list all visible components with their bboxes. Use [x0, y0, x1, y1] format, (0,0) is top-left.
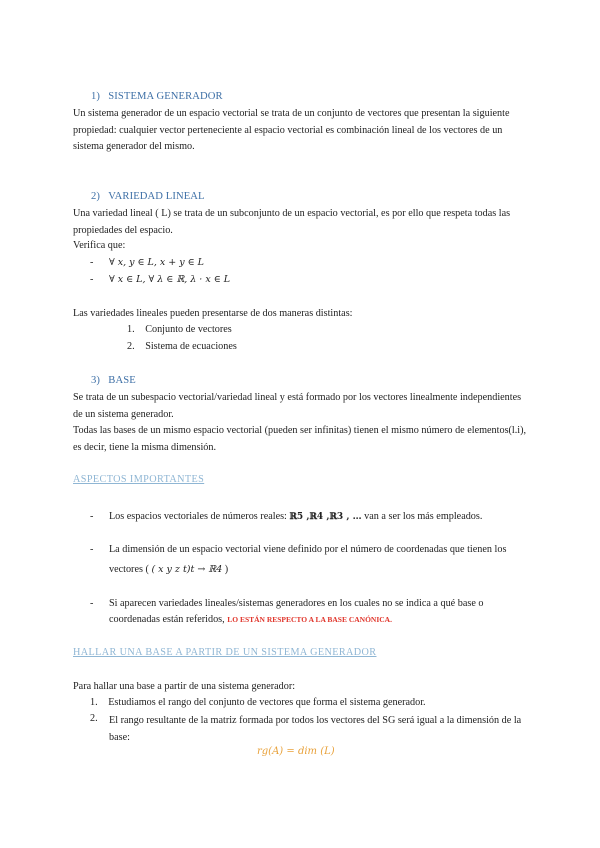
- aspectos-bullet-2-pre: vectores (: [109, 564, 149, 575]
- aspectos-bullet-2-line-2: [109, 564, 228, 575]
- section-1-number: 1): [91, 91, 101, 102]
- aspectos-bullet-2: [90, 544, 506, 555]
- aspectos-bullet-3-pre: coordenadas están referidos,: [109, 614, 225, 625]
- section-3-number: 3): [91, 375, 101, 386]
- ways-item-1-text: Conjunto de vectores: [145, 324, 232, 335]
- section-1-body: Un sistema generador de un espacio vectorial se trata de un conjunto de vectores que presentan la siguiente propiedad: cualquier vector perteneciente al espacio vectorial es combinación lineal de los vectores de un sistema generador del mismo.: [73, 108, 510, 152]
- aspectos-bullet-2-math: ( x y z t)t → ℝ4: [151, 564, 223, 575]
- condition-2-math: ∀ x ∈ L, ∀ λ ∈ ℝ, λ · x ∈ L: [108, 274, 231, 285]
- aspectos-bullet-2-line-1: La dimensión de un espacio vectorial viene definido por el número de coordenadas que tienen los: [108, 544, 507, 555]
- hallar-step-2-number: 2.: [90, 713, 98, 724]
- aspectos-bullet-1: [90, 511, 482, 522]
- aspectos-bullet-1-post: van a ser los más empleados.: [364, 511, 483, 522]
- ways-item-2: [127, 341, 237, 352]
- aspectos-bullet-3-line-1: Si aparecen variedades lineales/sistemas generadores en los cuales no se indica a qué base o: [108, 598, 484, 609]
- bullet-dash: -: [90, 544, 94, 555]
- condition-1: [90, 257, 204, 268]
- section-3-body-1: Se trata de un subespacio vectorial/variedad lineal y está formado por los vectores linealmente independientes de un sistema generador.: [73, 392, 522, 420]
- bullet-dash: -: [90, 257, 94, 268]
- ways-intro: Las variedades lineales pueden presentarse de dos maneras distintas:: [73, 308, 353, 319]
- section-1-heading: [91, 91, 223, 102]
- verifica-label: Verifica que:: [73, 240, 126, 251]
- hallar-step-1: [90, 697, 426, 708]
- section-3-body-2: Todas las bases de un mismo espacio vectorial (pueden ser infinitas) tienen el mismo número de elementos(l.i), es decir, tiene la misma dimensión.: [73, 425, 527, 453]
- aspectos-bullet-1-pre: Los espacios vectoriales de números reales:: [108, 511, 287, 522]
- aspectos-bullet-3-line-2: [109, 614, 392, 625]
- ways-item-1: [127, 324, 232, 335]
- hallar-title: HALLAR UNA BASE A PARTIR DE UN SISTEMA GENERADOR: [73, 647, 377, 658]
- hallar-step-2-text: El rango resultante de la matriz formada por todos los vectores del SG será igual a la dimensión de la base:: [109, 715, 522, 743]
- ways-item-2-number: 2.: [127, 341, 135, 352]
- hallar-step-1-number: 1.: [90, 697, 98, 708]
- bullet-dash: -: [90, 511, 94, 522]
- ways-item-2-text: Sistema de ecuaciones: [145, 341, 237, 352]
- aspectos-bullet-2-post: ): [224, 564, 229, 575]
- ways-item-1-number: 1.: [127, 324, 135, 335]
- aspectos-bullet-1-math: ℝ5 ,ℝ4 ,ℝ3 , …: [289, 512, 362, 522]
- rank-formula: rg(A) = dim (L): [257, 746, 335, 757]
- section-2-number: 2): [91, 191, 101, 202]
- hallar-intro: Para hallar una base a partir de una sistema generador:: [73, 681, 296, 692]
- aspectos-bullet-3: [90, 598, 483, 609]
- hallar-step-1-text: Estudiamos el rango del conjunto de vectores que forma el sistema generador.: [108, 697, 426, 708]
- section-3-heading: [91, 375, 136, 386]
- canonical-base-note: LO ESTÁN RESPECTO A LA BASE CANÓNICA.: [227, 615, 392, 624]
- aspectos-title: ASPECTOS IMPORTANTES: [73, 474, 205, 485]
- section-3-title: BASE: [108, 375, 136, 386]
- section-2-body: Una variedad lineal ( L) se trata de un subconjunto de un espacio vectorial, es por ello que respeta todas las propiedades del espacio.: [73, 208, 511, 236]
- bullet-dash: -: [90, 274, 94, 285]
- section-2-heading: [91, 191, 205, 202]
- section-2-title: VARIEDAD LINEAL: [108, 191, 205, 202]
- condition-2: [90, 274, 230, 285]
- bullet-dash: -: [90, 598, 94, 609]
- condition-1-math: ∀ x, y ∈ L, x + y ∈ L: [108, 257, 204, 268]
- section-1-title: SISTEMA GENERADOR: [108, 91, 223, 102]
